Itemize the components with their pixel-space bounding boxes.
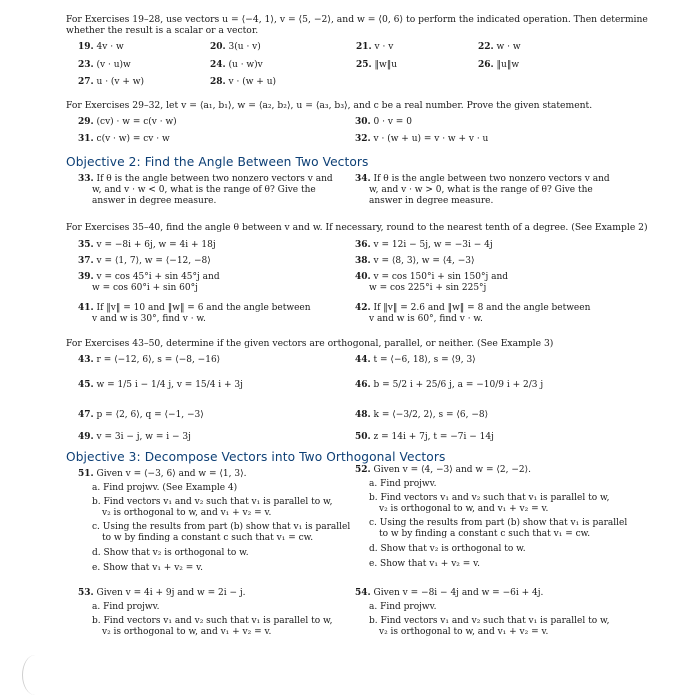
exercise-20: 20. 3(u · v) (210, 42, 261, 52)
page-margin-curve (22, 655, 48, 695)
exercise-52: 52. Given v = ⟨4, −3⟩ and w = ⟨2, −2⟩. a. Find projwv. b. Find vectors v₁ and v₂ such that v₁ is parallel to w, v₂ is orthogonal to w, and v₁ + v₂ = v. c. Using the results from part (b) show that v₁ is parallel to w by finding a constant c such that v₁ = cw. d. Show that v₂ is orthogonal to w. e. Show that v₁ + v₂ = v. (355, 465, 628, 569)
exercise-24: 24. (u · w)v (210, 60, 263, 70)
exercise-32: 32. v · (w + u) = v · w + v · u (355, 134, 489, 144)
exercise-47: 47. p = ⟨2, 6⟩, q = ⟨−1, −3⟩ (78, 410, 204, 420)
exercise-instructions-19-28: For Exercises 19–28, use vectors u = ⟨−4, 1⟩, v = ⟨5, −2⟩, and w = ⟨0, 6⟩ to perform the indicated operation. Then determine whether the result is a scalar or a vector. (66, 14, 648, 37)
exercise-42: 42. If ‖v‖ = 2.6 and ‖w‖ = 8 and the angle between v and w is 60°, find v · w. (355, 303, 591, 324)
exercise-instructions-43-50: For Exercises 43–50, determine if the given vectors are orthogonal, parallel, or neither. (See Example 3) (66, 338, 554, 349)
exercise-23: 23. (v · u)w (78, 60, 131, 70)
exercise-21: 21. v · v (356, 42, 394, 52)
exercise-34: 34. If θ is the angle between two nonzero vectors v and w, and v · w > 0, what is the range of θ? Give the answer in degree measure. (355, 174, 610, 206)
exercise-19: 19. 4v · w (78, 42, 124, 52)
objective-3-heading: Objective 3: Decompose Vectors into Two Orthogonal Vectors (66, 450, 446, 464)
exercise-26: 26. ‖u‖w (478, 60, 520, 70)
exercise-39: 39. v = cos 45°i + sin 45°j and w = cos 60°i + sin 60°j (78, 272, 220, 293)
exercise-31: 31. c(v · w) = cv · w (78, 134, 170, 144)
exercise-25: 25. ‖w‖u (356, 60, 398, 70)
exercise-29: 29. (cv) · w = c(v · w) (78, 117, 177, 127)
exercise-43: 43. r = ⟨−12, 6⟩, s = ⟨−8, −16⟩ (78, 355, 221, 365)
exercise-35: 35. v = −8i + 6j, w = 4i + 18j (78, 240, 216, 250)
exercise-33: 33. If θ is the angle between two nonzero vectors v and w, and v · w < 0, what is the range of θ? Give the answer in degree measure. (78, 174, 333, 206)
exercise-54: 54. Given v = −8i − 4j and w = −6i + 4j. a. Find projwv. b. Find vectors v₁ and v₂ such that v₁ is parallel to w, v₂ is orthogonal to w, and v₁ + v₂ = v. (355, 588, 610, 637)
exercise-37: 37. v = ⟨1, 7⟩, w = ⟨−12, −8⟩ (78, 256, 211, 266)
exercise-36: 36. v = 12i − 5j, w = −3i − 4j (355, 240, 493, 250)
exercise-28: 28. v · (w + u) (210, 77, 276, 87)
exercise-40: 40. v = cos 150°i + sin 150°j and w = cos 225°i + sin 225°j (355, 272, 509, 293)
exercise-53: 53. Given v = 4i + 9j and w = 2i − j. a. Find projwv. b. Find vectors v₁ and v₂ such that v₁ is parallel to w, v₂ is orthogonal to w, and v₁ + v₂ = v. (78, 588, 333, 637)
exercise-38: 38. v = ⟨8, 3⟩, w = ⟨4, −3⟩ (355, 256, 475, 266)
exercise-49: 49. v = 3i − j, w = i − 3j (78, 432, 191, 442)
exercise-22: 22. w · w (478, 42, 521, 52)
exercise-44: 44. t = ⟨−6, 18⟩, s = ⟨9, 3⟩ (355, 355, 476, 365)
exercise-instructions-35-40: For Exercises 35–40, find the angle θ between v and w. If necessary, round to the nearest tenth of a degree. (See Example 2) (66, 222, 648, 233)
exercise-instructions-29-32: For Exercises 29–32, let v = ⟨a₁, b₁⟩, w = ⟨a₂, b₂⟩, u = ⟨a₃, b₃⟩, and c be a real number. Prove the given statement. (66, 100, 593, 111)
exercise-45: 45. w = 1/5 i − 1/4 j, v = 15/4 i + 3j (78, 380, 243, 390)
exercise-41: 41. If ‖v‖ = 10 and ‖w‖ = 6 and the angle between v and w is 30°, find v · w. (78, 303, 311, 324)
exercise-48: 48. k = ⟨−3/2, 2⟩, s = ⟨6, −8⟩ (355, 410, 489, 420)
exercise-50: 50. z = 14i + 7j, t = −7i − 14j (355, 432, 494, 442)
exercise-30: 30. 0 · v = 0 (355, 117, 412, 127)
objective-2-heading: Objective 2: Find the Angle Between Two Vectors (66, 155, 369, 169)
exercise-27: 27. u · (v + w) (78, 77, 144, 87)
exercise-51: 51. Given v = ⟨−3, 6⟩ and w = ⟨1, 3⟩. a. Find projwv. (See Example 4) b. Find vectors v₁ and v₂ such that v₁ is parallel to w, v₂ is orthogonal to w, and v₁ + v₂ = v. c. Using the results from part (b) show that v₁ is parallel to w by finding a constant c such that v₁ = cw. d. Show that v₂ is orthogonal to w. e. Show that v₁ + v₂ = v. (78, 469, 351, 573)
exercise-46: 46. b = 5/2 i + 25/6 j, a = −10/9 i + 2/3 j (355, 380, 544, 390)
